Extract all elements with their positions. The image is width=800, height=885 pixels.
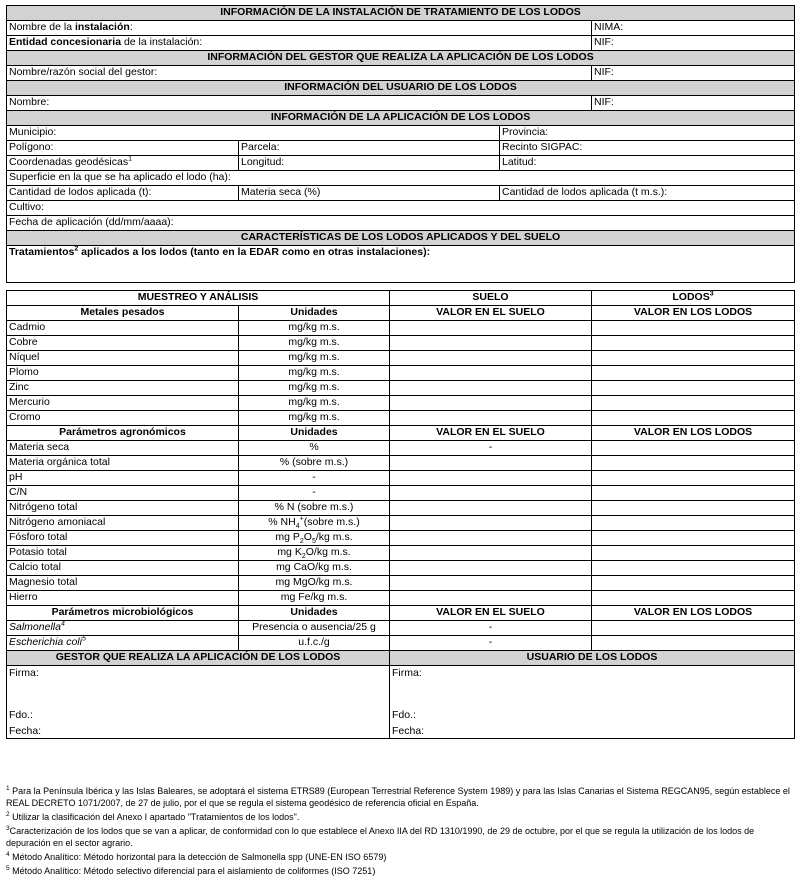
suelo-value-cell[interactable] <box>390 486 592 501</box>
param-unit: mg CaO/kg m.s. <box>239 561 390 576</box>
lodos-value-cell[interactable] <box>592 591 795 606</box>
lodos-value-cell[interactable] <box>592 411 795 426</box>
field-longitud[interactable]: Longitud: <box>239 156 500 171</box>
section-header-planta: INFORMACIÓN DE LA INSTALACIÓN DE TRATAMIENTO DE LOS LODOS <box>7 6 795 21</box>
table-row <box>7 411 795 426</box>
lodos-value-cell[interactable] <box>592 351 795 366</box>
suelo-value-cell[interactable] <box>390 516 592 531</box>
unidades-header: Unidades <box>239 426 390 441</box>
lodos-value-cell[interactable] <box>592 336 795 351</box>
field-nombre-instalacion[interactable]: Nombre de la instalación: <box>7 21 592 36</box>
table-row <box>7 471 795 486</box>
param-name: Plomo <box>7 366 239 381</box>
param-name: Zinc <box>7 381 239 396</box>
param-unit: % $NH_4^+(sobre$ m.s.) <box>239 516 390 531</box>
suelo-value-cell[interactable] <box>390 411 592 426</box>
field-poligono[interactable]: Polígono: <box>7 141 239 156</box>
suelo-value-cell[interactable] <box>390 381 592 396</box>
lodos-value-cell[interactable] <box>592 456 795 471</box>
table-row <box>7 486 795 501</box>
field-latitud[interactable]: Latitud: <box>500 156 795 171</box>
field-provincia[interactable]: Provincia: <box>500 126 795 141</box>
unidades-header: Unidades <box>239 306 390 321</box>
firma-gestor-box[interactable] <box>7 666 390 739</box>
suelo-value-cell[interactable]: - <box>390 636 592 651</box>
table-row <box>7 576 795 591</box>
muestreo-title: MUESTREO Y ANÁLISIS <box>7 291 390 306</box>
unidades-header: Unidades <box>239 606 390 621</box>
fdo-label: Fdo.: <box>392 709 416 721</box>
param-unit: mg/kg m.s. <box>239 366 390 381</box>
table-row <box>7 381 795 396</box>
lodos-value-cell[interactable] <box>592 531 795 546</box>
valor-lodos-header: VALOR EN LOS LODOS <box>592 306 795 321</box>
param-name: C/N <box>7 486 239 501</box>
table-row <box>7 621 795 636</box>
suelo-value-cell[interactable] <box>390 591 592 606</box>
param-name: Materia orgánica total <box>7 456 239 471</box>
field-coordenadas: Coordenadas geodésicas$^1$ <box>7 156 239 171</box>
field-nombre-gestor[interactable]: Nombre/razón social del gestor: <box>7 66 592 81</box>
valor-suelo-header: VALOR EN EL SUELO <box>390 306 592 321</box>
field-nif-usuario[interactable]: NIF: <box>592 96 795 111</box>
table-row <box>7 531 795 546</box>
lodos-value-cell[interactable] <box>592 396 795 411</box>
lodos-value-cell[interactable] <box>592 471 795 486</box>
section-header-gestor: INFORMACIÓN DEL GESTOR QUE REALIZA LA APLICACIÓN DE LOS LODOS <box>7 51 795 66</box>
table-row <box>7 501 795 516</box>
param-unit: mg/kg m.s. <box>239 396 390 411</box>
suelo-title: SUELO <box>390 291 592 306</box>
valor-lodos-header: VALOR EN LOS LODOS <box>592 426 795 441</box>
param-unit: mg/kg m.s. <box>239 321 390 336</box>
metales-table <box>7 321 795 426</box>
param-unit: - <box>239 486 390 501</box>
footnote: $^3$Caracterización de los lodos que se van a aplicar, de conformidad con lo que establece el Anexo IIA del RD 1310/1990, de 29 de octubre, por el que se regula la utilización de los lodos de depuración en el sector agrario. <box>6 825 755 848</box>
footnote: $^1$ Para la Península Ibérica y las Islas Baleares, se adoptará el sistema ETRS89 (European Terrestrial Reference System 1989) y para las Islas Canarias el Sistema REGCAN95, según establece el REAL DECRETO 1071/2007, de 27 de julio, por el que se regula el sistema geodésico de referencia oficial en España. <box>6 785 790 808</box>
param-unit: mg/kg m.s. <box>239 411 390 426</box>
param-name: Nitrógeno amoniacal <box>7 516 239 531</box>
suelo-value-cell[interactable] <box>390 336 592 351</box>
field-superficie[interactable]: Superficie en la que se ha aplicado el lodo (ha): <box>7 171 795 186</box>
table-row <box>7 561 795 576</box>
firma-usuario-box[interactable] <box>390 666 795 739</box>
suelo-value-cell[interactable]: - <box>390 621 592 636</box>
table-row <box>7 546 795 561</box>
suelo-value-cell[interactable] <box>390 501 592 516</box>
suelo-value-cell[interactable] <box>390 396 592 411</box>
param-unit: % N (sobre m.s.) <box>239 501 390 516</box>
field-recinto-sigpac[interactable]: Recinto SIGPAC: <box>500 141 795 156</box>
lodos-value-cell[interactable] <box>592 561 795 576</box>
param-name: Fósforo total <box>7 531 239 546</box>
firma-label: Firma: <box>9 667 39 679</box>
lodos-value-cell[interactable] <box>592 546 795 561</box>
field-materia-seca[interactable]: Materia seca (%) <box>239 186 500 201</box>
suelo-value-cell[interactable] <box>390 456 592 471</box>
table-row <box>7 336 795 351</box>
field-nif-gestor[interactable]: NIF: <box>592 66 795 81</box>
table-row <box>7 366 795 381</box>
valor-suelo-header: VALOR EN EL SUELO <box>390 426 592 441</box>
footnotes <box>6 785 796 879</box>
field-cantidad-lodos-ms[interactable]: Cantidad de lodos aplicada (t m.s.): <box>500 186 795 201</box>
lodos-value-cell[interactable] <box>592 486 795 501</box>
lodos-value-cell[interactable] <box>592 636 795 651</box>
table-row <box>7 441 795 456</box>
section-header-caracteristicas: CARACTERÍSTICAS DE LOS LODOS APLICADOS Y DEL SUELO <box>7 231 795 246</box>
agronomicos-title: Parámetros agronómicos <box>7 426 239 441</box>
valor-lodos-header: VALOR EN LOS LODOS <box>592 606 795 621</box>
table-row <box>7 351 795 366</box>
table-row <box>7 396 795 411</box>
param-unit: mg MgO/kg m.s. <box>239 576 390 591</box>
spacer <box>7 283 795 291</box>
param-unit: % (sobre m.s.) <box>239 456 390 471</box>
param-name: pH <box>7 471 239 486</box>
param-unit: mg $K_2O/kg$ m.s. <box>239 546 390 561</box>
lodos-value-cell[interactable] <box>592 381 795 396</box>
param-unit: u.f.c./g <box>239 636 390 651</box>
field-municipio[interactable]: Municipio: <box>7 126 500 141</box>
suelo-value-cell[interactable] <box>390 561 592 576</box>
field-nima[interactable]: NIMA: <box>592 21 795 36</box>
field-parcela[interactable]: Parcela: <box>239 141 500 156</box>
suelo-value-cell[interactable] <box>390 471 592 486</box>
firma-usuario-header: USUARIO DE LOS LODOS <box>390 651 795 666</box>
param-unit: Presencia o ausencia/25 g <box>239 621 390 636</box>
fecha-label: Fecha: <box>392 725 425 737</box>
param-name: Níquel <box>7 351 239 366</box>
lodos-value-cell[interactable] <box>592 441 795 456</box>
footnote: $^4$ Método Analítico: Método horizontal para la detección de Salmonella spp (UNE-EN ISO 6579) <box>6 851 387 862</box>
lodos-title: LODOS$^3$ <box>592 291 795 306</box>
table-row <box>7 516 795 531</box>
param-name: Potasio total <box>7 546 239 561</box>
param-name: Materia seca <box>7 441 239 456</box>
section-header-usuario: INFORMACIÓN DEL USUARIO DE LOS LODOS <box>7 81 795 96</box>
param-name: Escherichia coli$^5$ <box>7 636 239 651</box>
lodos-value-cell[interactable] <box>592 321 795 336</box>
sludge-application-form <box>6 5 795 739</box>
field-nif-planta[interactable]: NIF: <box>592 36 795 51</box>
param-name: Salmonella$^4$ <box>7 621 239 636</box>
field-fecha-aplicacion[interactable]: Fecha de aplicación (dd/mm/aaaa): <box>7 216 795 231</box>
footnote: $^2$ Utilizar la clasificación del Anexo I apartado "Tratamientos de los lodos". <box>6 811 300 822</box>
metales-title: Metales pesados <box>7 306 239 321</box>
param-name: Calcio total <box>7 561 239 576</box>
footnote: $^5$ Método Analítico: Método selectivo diferencial para el aislamiento de coliformes (ISO 7251) <box>6 865 376 876</box>
field-nombre-usuario[interactable]: Nombre: <box>7 96 592 111</box>
param-name: Cobre <box>7 336 239 351</box>
table-row <box>7 321 795 336</box>
param-unit: mg/kg m.s. <box>239 336 390 351</box>
param-unit: mg/kg m.s. <box>239 381 390 396</box>
fecha-label: Fecha: <box>9 725 42 737</box>
param-name: Cromo <box>7 411 239 426</box>
lodos-value-cell[interactable] <box>592 516 795 531</box>
suelo-value-cell[interactable] <box>390 351 592 366</box>
lodos-value-cell[interactable] <box>592 621 795 636</box>
suelo-value-cell[interactable] <box>390 366 592 381</box>
section-header-aplicacion: INFORMACIÓN DE LA APLICACIÓN DE LOS LODOS <box>7 111 795 126</box>
field-cantidad-lodos[interactable]: Cantidad de lodos aplicada (t): <box>7 186 239 201</box>
firma-gestor-header: GESTOR QUE REALIZA LA APLICACIÓN DE LOS LODOS <box>7 651 390 666</box>
lodos-value-cell[interactable] <box>592 501 795 516</box>
param-name: Magnesio total <box>7 576 239 591</box>
table-row <box>7 636 795 651</box>
field-tratamientos[interactable]: Tratamientos$^2$ aplicados a los lodos (tanto en la EDAR como en otras instalaciones): <box>7 246 795 283</box>
fdo-label: Fdo.: <box>9 709 33 721</box>
suelo-value-cell[interactable] <box>390 576 592 591</box>
suelo-value-cell[interactable]: - <box>390 441 592 456</box>
param-name: Mercurio <box>7 396 239 411</box>
param-unit: mg/kg m.s. <box>239 351 390 366</box>
suelo-value-cell[interactable] <box>390 546 592 561</box>
param-unit: mg $P_2O_5/kg$ m.s. <box>239 531 390 546</box>
param-unit: - <box>239 471 390 486</box>
param-name: Nitrógeno total <box>7 501 239 516</box>
lodos-value-cell[interactable] <box>592 366 795 381</box>
firma-label: Firma: <box>392 667 422 679</box>
field-entidad-concesionaria[interactable]: Entidad concesionaria de la instalación: <box>7 36 592 51</box>
table-row <box>7 456 795 471</box>
param-unit: % <box>239 441 390 456</box>
suelo-value-cell[interactable] <box>390 531 592 546</box>
table-row <box>7 591 795 606</box>
suelo-value-cell[interactable] <box>390 321 592 336</box>
param-unit: mg Fe/kg m.s. <box>239 591 390 606</box>
param-name: Cadmio <box>7 321 239 336</box>
field-cultivo[interactable]: Cultivo: <box>7 201 795 216</box>
valor-suelo-header: VALOR EN EL SUELO <box>390 606 592 621</box>
lodos-value-cell[interactable] <box>592 576 795 591</box>
microbiologicos-title: Parámetros microbiológicos <box>7 606 239 621</box>
param-name: Hierro <box>7 591 239 606</box>
